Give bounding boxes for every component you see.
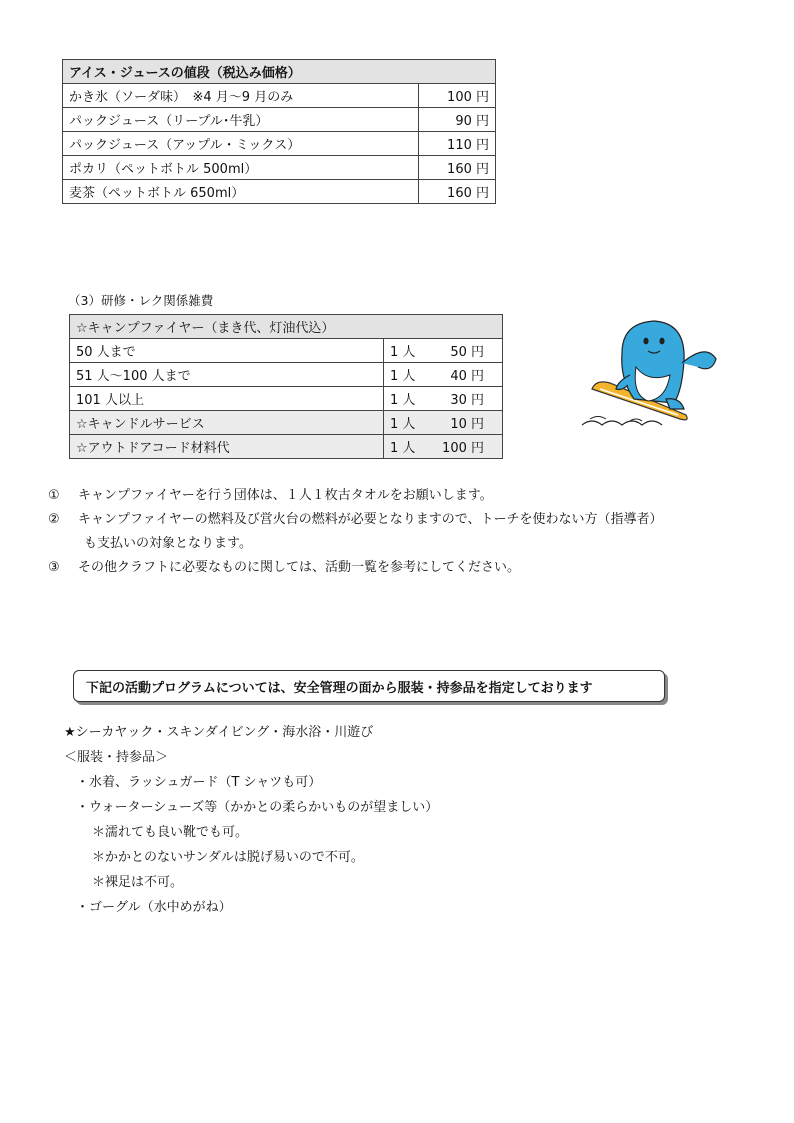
surfing-mascot-illustration — [570, 315, 730, 435]
table-row — [70, 435, 503, 459]
note-text: キャンプファイヤーを行う団体は、１人１枚古タオルをお願いします。 — [78, 488, 493, 503]
note-number: ② — [48, 512, 60, 527]
note-number: ③ — [48, 560, 60, 575]
item-name: 麦茶（ペットボトル 650ml） — [63, 180, 419, 204]
table-row — [70, 363, 503, 387]
dress-code-banner: 下記の活動プログラムについては、安全管理の面から服装・持参品を指定しております — [73, 670, 665, 702]
list-item: ・ゴーグル（水中めがね） — [76, 900, 232, 915]
list-item: ・水着、ラッシュガード（T シャツも可） — [76, 775, 322, 790]
note-text-continued: も支払いの対象となります。 — [84, 536, 252, 551]
note-item — [48, 484, 768, 508]
item-price: 160 円 — [419, 156, 496, 180]
campfire-table-header: ☆キャンプファイヤー（まき代、灯油代込） — [70, 315, 503, 339]
table-row — [70, 387, 503, 411]
item-price: 160 円 — [419, 180, 496, 204]
fee-amount: 10 円 — [450, 417, 484, 432]
fee-label: ☆アウトドアコード材料代 — [70, 435, 384, 459]
item-name: ポカリ（ペットボトル 500ml） — [63, 156, 419, 180]
item-name: パックジュース（アップル・ミックス） — [63, 132, 419, 156]
fee-amount: 50 円 — [450, 345, 484, 360]
fee-count: 1 人 — [390, 345, 416, 360]
note-item — [48, 508, 768, 556]
item-price: 90 円 — [419, 108, 496, 132]
table-row — [70, 339, 503, 363]
table-row — [63, 156, 496, 180]
fee-count: 1 人 — [390, 369, 416, 384]
campfire-fee-table — [69, 314, 503, 459]
list-subitem: ＊濡れても良い靴でも可。 — [92, 825, 249, 840]
ice-price-table — [62, 59, 496, 204]
fee-label: ☆キャンドルサービス — [70, 411, 384, 435]
note-item — [48, 556, 768, 580]
requirements-subtitle: ＜服装・持参品＞ — [64, 750, 169, 765]
table-row — [63, 84, 496, 108]
fee-count: 1 人 — [390, 441, 416, 456]
table-row — [63, 108, 496, 132]
note-number: ① — [48, 488, 60, 503]
list-item: ・ウォーターシューズ等（かかとの柔らかいものが望ましい） — [76, 800, 439, 815]
fee-amount: 40 円 — [450, 369, 484, 384]
note-text: その他クラフトに必要なものに関しては、活動一覧を参考にしてください。 — [78, 560, 521, 575]
fee-count: 1 人 — [390, 393, 416, 408]
activity-title: ★シーカヤック・スキンダイビング・海水浴・川遊び — [64, 725, 374, 740]
section-title: （3）研修・レク関係雑費 — [68, 293, 214, 308]
item-price: 100 円 — [419, 84, 496, 108]
note-text: キャンプファイヤーの燃料及び営火台の燃料が必要となりますので、トーチを使わない方（指導者） — [78, 512, 663, 527]
list-subitem: ＊裸足は不可。 — [92, 875, 184, 890]
item-price: 110 円 — [419, 132, 496, 156]
fee-label: 51 人～100 人まで — [70, 363, 384, 387]
ice-table-header: アイス・ジュースの値段（税込み価格） — [63, 60, 496, 84]
activity-requirements — [64, 720, 438, 920]
fee-amount: 30 円 — [450, 393, 484, 408]
list-subitem: ＊かかとのないサンダルは脱げ易いので不可。 — [92, 850, 364, 865]
table-row — [63, 180, 496, 204]
item-name: パックジュース（リープル･牛乳） — [63, 108, 419, 132]
fee-count: 1 人 — [390, 417, 416, 432]
table-row — [70, 411, 503, 435]
fee-label: 101 人以上 — [70, 387, 384, 411]
item-name: かき氷（ソーダ味） ※4 月～9 月のみ — [63, 84, 419, 108]
fee-amount: 100 円 — [442, 441, 484, 456]
fee-label: 50 人まで — [70, 339, 384, 363]
campfire-notes — [48, 484, 768, 580]
table-row — [63, 132, 496, 156]
